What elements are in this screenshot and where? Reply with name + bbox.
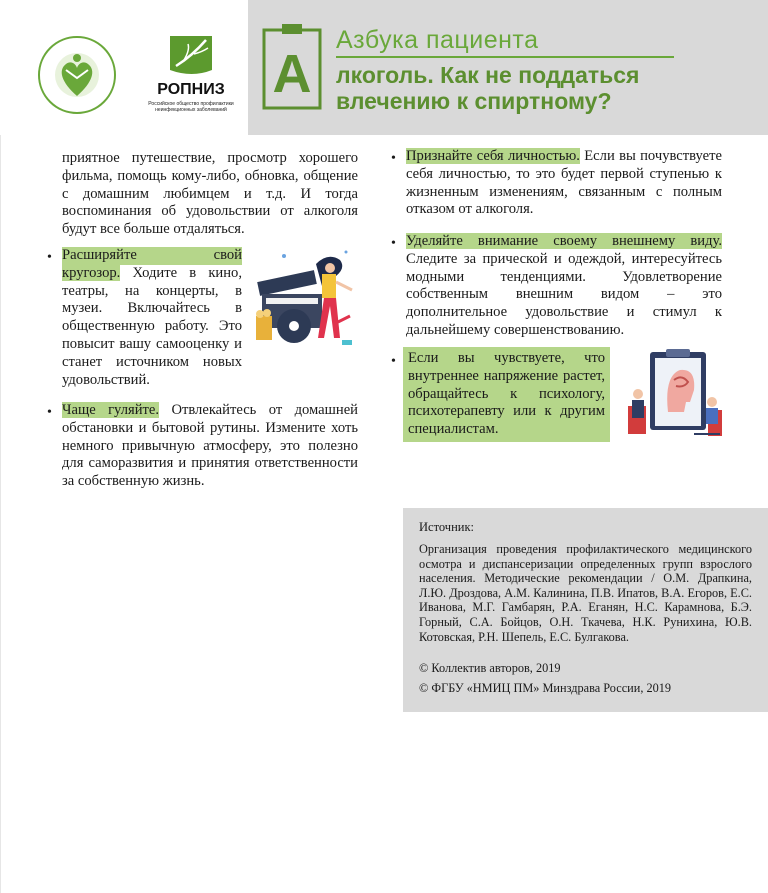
tip2-text: Отвлекайтесь от домашней обстановки и бытовой рутины. Измените хоть немного привычную атмосферу, это полезно для саморазвития и принятия ответственности за собственную жизнь. xyxy=(62,402,358,490)
tip1-text: Ходите в кино, театры, на концерты, в музеи. Включайтесь в общественную работу. Это повысит вашу самооценку и станет источником новых удовольствий. xyxy=(62,264,242,388)
tip3-text: Если вы почувствуете себя личностью, то это будет первой ступенью к жизненным изменениям, связанным с полным отказом от алкоголя. xyxy=(406,148,722,218)
psychologist-illustration xyxy=(624,346,724,446)
tip4-text: Следите за прической и одеждой, интересуйтесь модными тенденциями. Удовлетворение собственным внешним видом – это дополнительное удовольствие и стимул к дальнейшему совершенствованию. xyxy=(406,250,722,338)
leaf-icon xyxy=(146,30,236,80)
page-edge xyxy=(0,135,1,893)
bullet-dot: • xyxy=(47,405,52,420)
clipboard-letter-icon xyxy=(262,22,322,110)
source-label: Источник: xyxy=(419,520,475,534)
tip1-highlight-a: Расширяйте свой xyxy=(62,247,242,263)
source-reference: Организация проведения профилактического медицинского осмотра и диспансеризации определенных групп взрослого населения. Методические рекомендации / О.М. Драпкина, Л.Ю. Дроздова, А.М. Калинина, П.В. Ипатов, В.А. Егоров, Е.С. Иванова, М.Г. Гамбарян, Р.А. Еганян, Н.С. Карамнова, Б.Э. Горный, С.А. Бойцов, О.Н. Ткачева, Н.К. Рунихина, Ю.В. Котовская, Р.Н. Шепель, Е.С. Булгакова. xyxy=(419,542,752,644)
page-title xyxy=(336,62,639,114)
nmic-logo xyxy=(36,34,118,116)
tip3-highlight: Признайте себя личностью. xyxy=(406,148,580,164)
copyright-institution: © ФГБУ «НМИЦ ПМ» Минздрава России, 2019 xyxy=(419,681,672,695)
tip2-highlight: Чаще гуляйте. xyxy=(62,402,160,418)
tip-appearance xyxy=(406,233,722,340)
cinema-illustration xyxy=(250,246,360,350)
tip1-highlight-b: кругозор. xyxy=(62,264,121,281)
board-letter: А xyxy=(272,44,312,104)
tip-walk-more xyxy=(62,402,358,491)
title-line-1: лкоголь. Как не поддаться xyxy=(336,62,640,88)
title-line-2: влечению к спиртному? xyxy=(336,88,612,114)
ropniz-subtitle: Российское общество профилактики неинфекционных заболеваний xyxy=(148,101,234,113)
tip-seek-help: Если вы чувствуете, что внутреннее напряжение растет, обращайтесь к психологу, психотерапевту или к другим специалистам. xyxy=(403,347,610,442)
series-title: Азбука пациента xyxy=(336,26,539,54)
tip-broaden-horizons xyxy=(62,247,242,389)
title-divider xyxy=(336,56,674,58)
bullet-dot: • xyxy=(391,236,396,251)
bullet-dot: • xyxy=(391,354,396,369)
source-box xyxy=(403,508,768,712)
tip4-highlight: Уделяйте внимание своему внешнему виду. xyxy=(406,233,722,249)
copyright-authors: © Коллектив авторов, 2019 xyxy=(419,661,561,675)
ropniz-name: РОПНИЗ xyxy=(157,81,225,98)
intro-paragraph: приятное путешествие, просмотр хорошего фильма, помощь кому-либо, обновка, общение с домашним любимцем и т.д. И тогда воспоминания об удовольствии от алкоголя будут все больше отдаляться. xyxy=(62,150,358,238)
bullet-dot: • xyxy=(391,151,396,166)
ropniz-logo xyxy=(146,30,236,120)
tip-recognize-self xyxy=(406,148,722,219)
bullet-dot: • xyxy=(47,250,52,265)
